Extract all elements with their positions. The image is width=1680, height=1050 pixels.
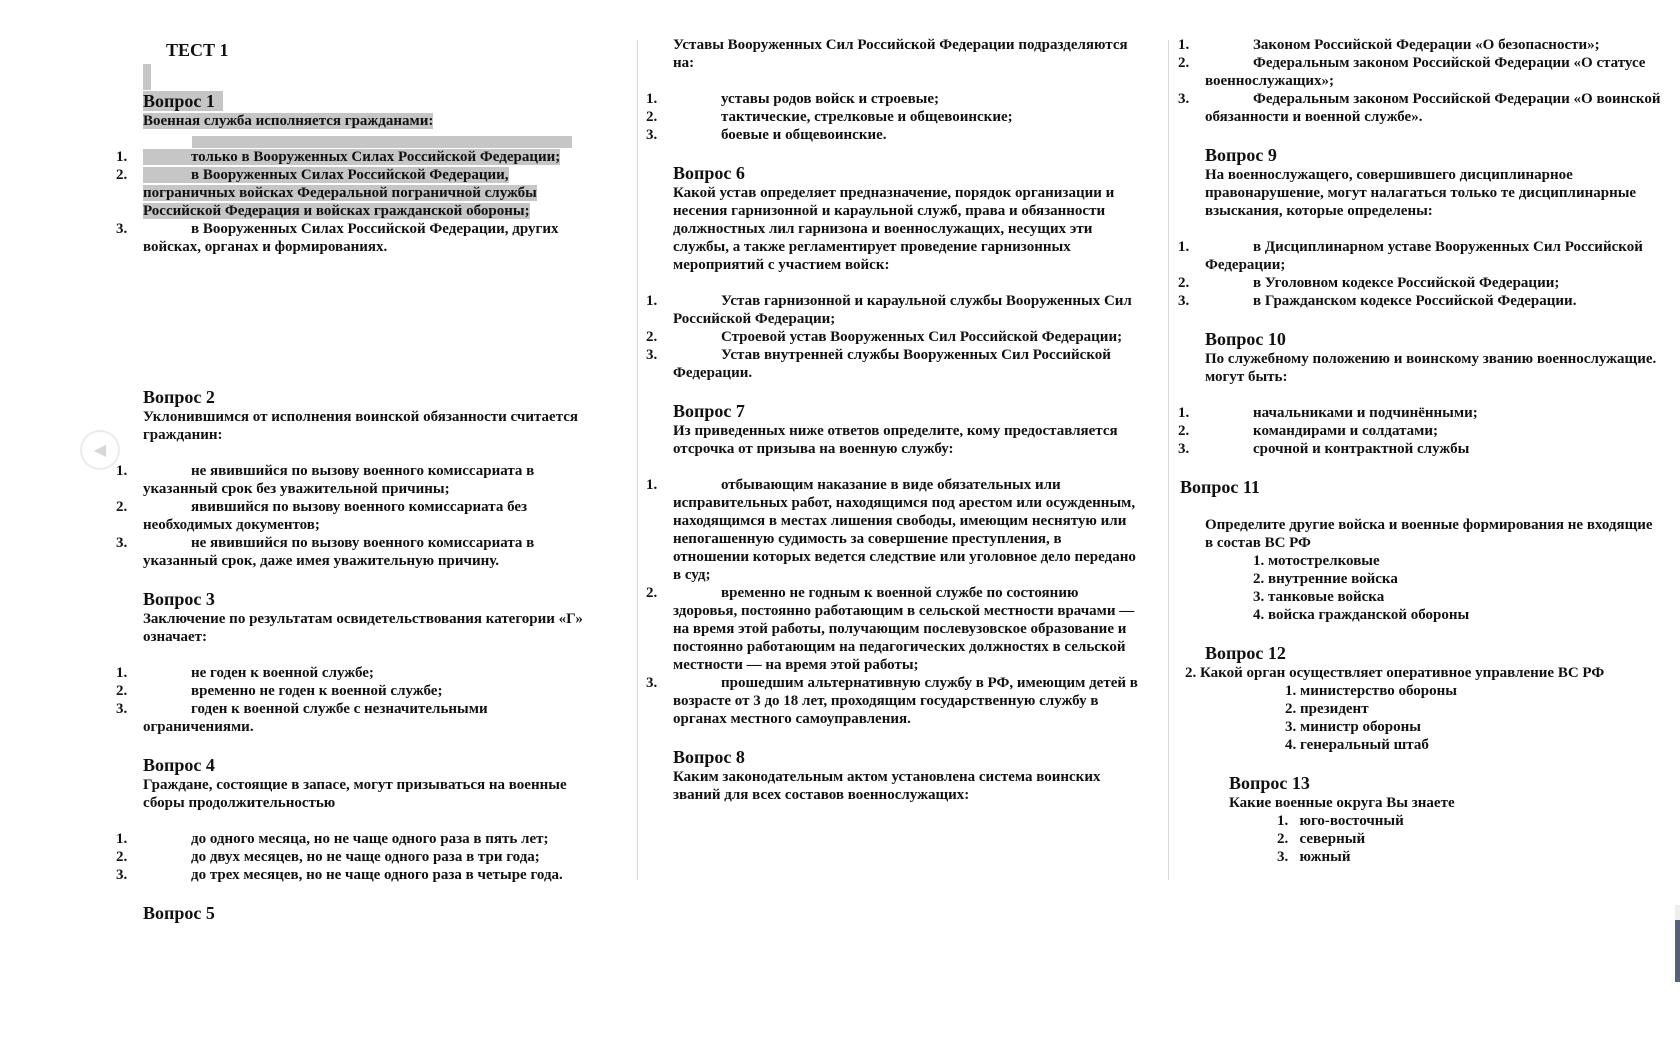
answer-option[interactable]: 1. Устав гарнизонной и караульной службы Вооруженных Сил Российской Федерации;: [646, 293, 1132, 327]
selection-highlight: [143, 64, 151, 90]
question-heading: Вопрос 13: [1229, 773, 1310, 793]
answer-option[interactable]: 4. войска гражданской обороны: [1253, 607, 1470, 623]
answer-option[interactable]: 2. до двух месяцев, но не чаще одного раза в три года;: [116, 849, 540, 865]
answer-option[interactable]: 3. в Вооруженных Силах Российской Федерации, других войсках, органах и формированиях.: [116, 221, 559, 255]
question-heading: Вопрос 5: [143, 903, 215, 923]
question-heading: Вопрос 11: [1180, 477, 1260, 497]
answer-option[interactable]: 2. северный: [1277, 831, 1366, 847]
answer-option[interactable]: 3. Устав внутренней службы Вооруженных Сил Российской Федерации.: [646, 347, 1111, 381]
answer-option[interactable]: 1. Законом Российской Федерации «О безопасности»;: [1178, 37, 1600, 53]
question-heading: Вопрос 9: [1205, 145, 1277, 165]
answer-option[interactable]: 2. явившийся по вызову военного комиссариата без необходимых документов;: [116, 499, 528, 533]
chevron-left-icon: ◀: [93, 442, 107, 459]
answer-option[interactable]: 3. южный: [1277, 849, 1351, 865]
question-heading: Вопрос 7: [673, 401, 745, 421]
answer-option[interactable]: 2. командирами и солдатами;: [1178, 423, 1438, 439]
question-heading: Вопрос 1: [143, 91, 223, 111]
answer-option[interactable]: 1. только в Вооруженных Силах Российской Федерации;: [116, 149, 561, 165]
answer-option[interactable]: 3. боевые и общевоинские.: [646, 127, 887, 143]
selection-highlight: [192, 136, 572, 148]
question-5-heading-section: [110, 902, 600, 924]
question-12: [1172, 642, 1662, 754]
question-13: [1172, 772, 1662, 866]
question-11: [1172, 476, 1662, 624]
answer-option[interactable]: 3. Федеральным законом Российской Федерации «О воинской обязанности и военной службе».: [1178, 91, 1661, 125]
question-1: [110, 90, 600, 256]
question-heading: Вопрос 6: [673, 163, 745, 183]
question-3: [110, 588, 600, 736]
question-text: По служебному положению и воинскому званию военнослужащие. могут быть:: [1205, 351, 1657, 385]
answer-option[interactable]: 1. юго-восточный: [1277, 813, 1404, 829]
question-5: [640, 36, 1140, 144]
answer-option[interactable]: 2. Федеральным законом Российской Федерации «О статусе военнослужащих»;: [1178, 55, 1646, 89]
question-10: [1172, 328, 1662, 458]
question-heading: Вопрос 3: [143, 589, 215, 609]
answer-option[interactable]: 3. танковые войска: [1253, 589, 1385, 605]
answer-option[interactable]: 2. внутренние войска: [1253, 571, 1398, 587]
question-text: Какие военные округа Вы знаете: [1229, 795, 1455, 811]
question-7: [640, 400, 1140, 728]
question-4: [110, 754, 600, 884]
question-8: [640, 746, 1140, 804]
column-2: [640, 36, 1140, 822]
question-6: [640, 162, 1140, 382]
answer-option[interactable]: 1. не годен к военной службе;: [116, 665, 374, 681]
answer-option[interactable]: 1. в Дисциплинарном уставе Вооруженных Сил Российской Федерации;: [1178, 239, 1643, 273]
question-text: Определите другие войска и военные формирования не входящие в состав ВС РФ: [1205, 517, 1653, 551]
column-divider: [637, 40, 638, 880]
answer-option[interactable]: 1. начальниками и подчинёнными;: [1178, 405, 1478, 421]
answer-option[interactable]: 1. до одного месяца, но не чаще одного раза в пять лет;: [116, 831, 549, 847]
question-heading: Вопрос 10: [1205, 329, 1286, 349]
question-text: 2. Какой орган осуществляет оперативное управление ВС РФ: [1185, 665, 1605, 681]
answer-option[interactable]: 3. министр обороны: [1285, 719, 1421, 735]
question-text: Заключение по результатам освидетельствования категории «Г» означает:: [143, 611, 583, 645]
column-divider: [1168, 40, 1169, 880]
scrollbar-track[interactable]: [1675, 905, 1680, 920]
column-3: [1172, 36, 1662, 884]
answer-option[interactable]: 3. не явившийся по вызову военного комиссариата в указанный срок, даже имея уважительную причину.: [116, 535, 535, 569]
question-text: Военная служба исполняется гражданами:: [143, 113, 434, 129]
question-2: [110, 386, 600, 570]
answer-option[interactable]: 3. в Гражданском кодексе Российской Федерации.: [1178, 293, 1577, 309]
question-heading: Вопрос 2: [143, 387, 215, 407]
question-text: Уклонившимся от исполнения воинской обязанности считается гражданин:: [143, 409, 579, 443]
answer-option[interactable]: 4. генеральный штаб: [1285, 737, 1429, 753]
answer-option[interactable]: 2. в Уголовном кодексе Российской Федерации;: [1178, 275, 1560, 291]
answer-option[interactable]: 2. в Вооруженных Силах Российской Федерации, пограничных войсках Федеральной пограничной службы Российской Федерация и войсках гражданской обороны;: [116, 167, 537, 219]
question-heading: Вопрос 8: [673, 747, 745, 767]
answer-option[interactable]: 3. годен к военной службе с незначительными ограничениями.: [116, 701, 488, 735]
answer-option[interactable]: 2. тактические, стрелковые и общевоинские;: [646, 109, 1013, 125]
answer-option[interactable]: 2. временно не годен к военной службе;: [116, 683, 443, 699]
question-text: Уставы Вооруженных Сил Российской Федерации подразделяются на:: [673, 37, 1128, 71]
answer-option[interactable]: 1. отбывающим наказание в виде обязательных или исправительных работ, находящимся под арестом или осужденным, находящимся в местах лишения свободы, имеющим неснятую или непогашенную судимость за совершение преступления, в отношении которых ведется следствие или уголовное дело передано в суд;: [646, 477, 1136, 583]
question-heading: Вопрос 4: [143, 755, 215, 775]
question-text: Граждане, состоящие в запасе, могут призываться на военные сборы продолжительностью: [143, 777, 567, 811]
scrollbar-thumb[interactable]: [1675, 920, 1680, 982]
question-8-options: [1172, 36, 1662, 126]
answer-option[interactable]: 2. президент: [1285, 701, 1369, 717]
answer-option[interactable]: 3. до трех месяцев, но не чаще одного раза в четыре года.: [116, 867, 563, 883]
question-9: [1172, 144, 1662, 310]
answer-option[interactable]: 3. прошедшим альтернативную службу в РФ, имеющим детей в возрасте от 3 до 18 лет, проходящим государственную службу в органах местного самоуправления.: [646, 675, 1138, 727]
answer-option[interactable]: 1. уставы родов войск и строевые;: [646, 91, 940, 107]
question-heading: Вопрос 12: [1205, 643, 1286, 663]
answer-option[interactable]: 1. мотострелковые: [1253, 553, 1380, 569]
question-text: Из приведенных ниже ответов определите, кому предоставляется отсрочка от призыва на военную службу:: [673, 423, 1118, 457]
answer-option[interactable]: 3. срочной и контрактной службы: [1178, 441, 1470, 457]
question-text: На военнослужащего, совершившего дисциплинарное правонарушение, могут налагаться только те дисциплинарные взыскания, которые определены:: [1205, 167, 1637, 219]
column-1: [110, 36, 600, 924]
answer-option[interactable]: 1. министерство обороны: [1285, 683, 1457, 699]
answer-option[interactable]: 2. временно не годным к военной службе по состоянию здоровья, постоянно работающим в сельской местности врачами — на время этой работы, получающим послевузовское образование и постоянно работающим на педагогических должностях в сельской местности — на время этой работы;: [646, 585, 1135, 673]
document-title: ТЕСТ 1: [166, 40, 229, 60]
answer-option[interactable]: 1. не явившийся по вызову военного комиссариата в указанный срок без уважительной причины;: [116, 463, 535, 497]
answer-option[interactable]: 2. Строевой устав Вооруженных Сил Российской Федерации;: [646, 329, 1123, 345]
question-text: Какой устав определяет предназначение, порядок организации и несения гарнизонной и караульной служб, права и обязанности должностных лил гарнизона и военнослужащих, несущих эти службы, а также регламентирует проведение гарнизонных мероприятий с участием войск:: [673, 185, 1115, 273]
question-text: Каким законодательным актом установлена система воинских званий для всех составов военнослужащих:: [673, 769, 1101, 803]
